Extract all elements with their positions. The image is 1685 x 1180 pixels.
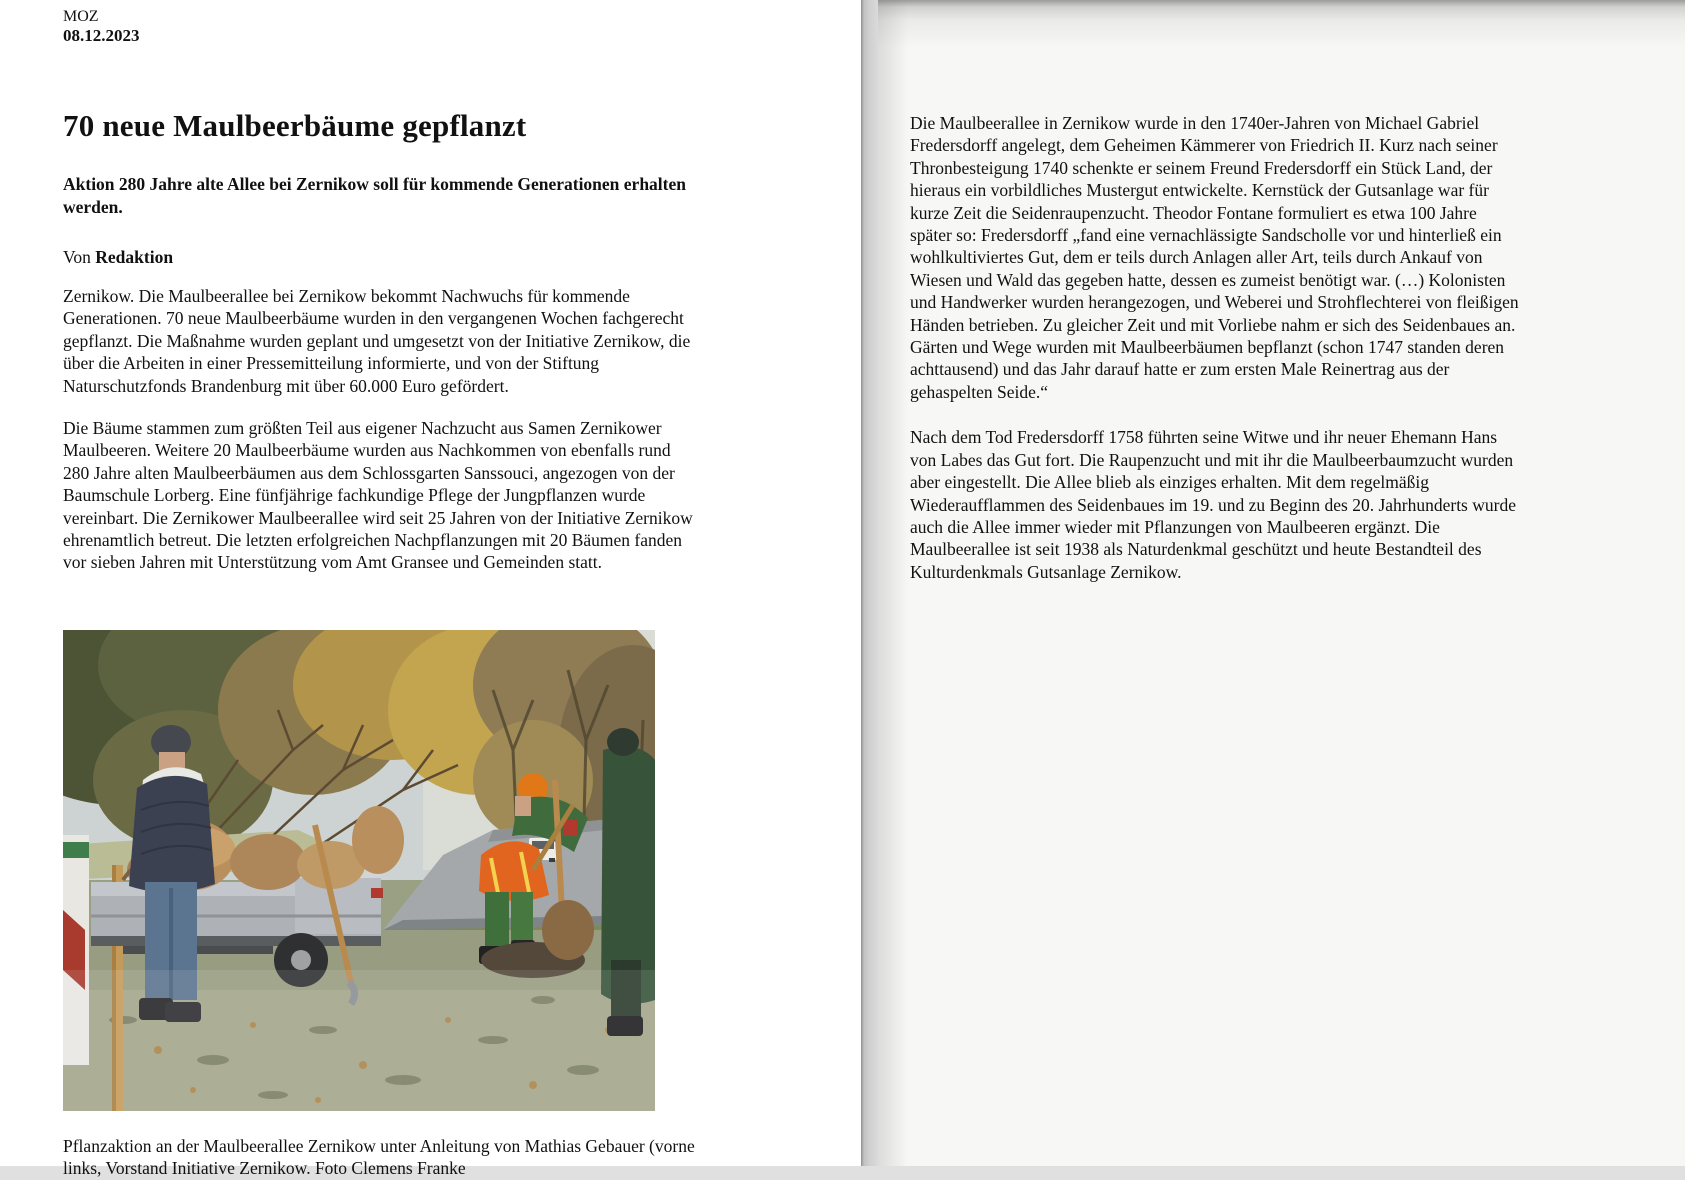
body-paragraph: Die Maulbeerallee in Zernikow wurde in den 1740er-Jahren von Michael Gabriel Fredersdorff angelegt, dem Geheimen Kämmerer von Friedrich II. Kurz nach seiner Thronbesteigung 1740 schenkte er seinem Freund Fredersdorff ein Stück Land, der hieraus ein vorbildliches Mustergut entwickelte. Kernstück der Gutsanlage war für kurze Zeit die Seidenraupenzucht. Theodor Fontane formuliert es etwa 100 Jahre später so: Fredersdorff „fand eine vernachlässigte Sandscholle vor und hinterließ ein wohlkultiviertes Gut, dem er teils durch Anlagen aller Art, teils durch Ankauf von Wiesen und Wald das gegeben hatte, dessen es zumeist benötigt war. (…) Kolonisten und Handwerker wurden herangezogen, und Weberei und Strohflechterei von fleißigen Händen betrieben. Zu gleicher Zeit und mit Vorliebe nahm er sich des Seidenbaues an. Gärten und Wege wurden mit Maulbeerbäumen bepflanzt (schon 1747 standen deren achttausend) und das Jahr darauf hatte er zum ersten Male Reinertrag aus der gehaspelten Seide.“ — [910, 113, 1519, 402]
byline — [63, 246, 695, 268]
photo-caption: Pflanzaktion an der Maulbeerallee Zernikow unter Anleitung von Mathias Gebauer (vorne links, Vorstand Initiative Zernikow. Foto Clemens Franke — [63, 1135, 695, 1179]
publication-date: 08.12.2023 — [63, 26, 140, 45]
body-paragraph: Zernikow. Die Maulbeerallee bei Zernikow bekommt Nachwuchs für kommende Generationen. 70 neue Maulbeerbäume wurden in den vergangenen Wochen fachgerecht gepflanzt. Die Maßnahme wurden geplant und umgesetzt von der Initiative Zernikow, die über die Arbeiten in einer Pressemitteilung informierte, und von der Stiftung Naturschutzfonds Brandenburg mit über 60.000 Euro gefördert. — [63, 286, 691, 396]
byline-prefix: Von — [63, 247, 91, 267]
publication-name: MOZ — [63, 8, 99, 25]
page-gutter — [861, 0, 878, 1166]
page-left-shadow — [878, 0, 908, 1166]
byline-author: Redaktion — [95, 247, 174, 267]
body-paragraph: Die Bäume stammen zum größten Teil aus eigener Nachzucht aus Samen Zernikower Maulbeeren. Weitere 20 Maulbeerbäume wurden aus Nachkommen von ebenfalls rund 280 Jahre alten Maulbeerbäumen aus dem Schlossgarten Sanssouci, angezogen von der Baumschule Lorberg. Eine fünfjährige fachkundige Pflege der Jungpflanzen wurde vereinbart. Die Zernikower Maulbeerallee wird seit 25 Jahren von der Initiative Zernikow ehrenamtlich betreut. Die letzten erfolgreichen Nachpflanzungen mit 20 Bäumen fanden vor sieben Jahren mit Unterstützung vom Amt Gransee und Gemeinden statt. — [63, 418, 693, 573]
article-page-right — [878, 0, 1685, 1166]
body-paragraph: Nach dem Tod Fredersdorff 1758 führten seine Witwe und ihr neuer Ehemann Hans von Labes das Gut fort. Die Raupenzucht und mit ihr die Maulbeerbaumzucht wurden aber eingestellt. Die Allee blieb als einziges erhalten. Mit dem regelmäßig Wiederaufflammen des Seidenbaues im 19. und zu Beginn des 20. Jahrhunderts wurde auch die Allee immer wieder mit Pflanzungen von Maulbeeren ergänzt. Die Maulbeerallee ist seit 1938 als Naturdenkmal geschützt und heute Bestandteil des Kulturdenkmals Gutsanlage Zernikow. — [910, 427, 1516, 582]
article-headline: 70 neue Maulbeerbäume gepflanzt — [63, 108, 527, 143]
article-photo-illustration — [63, 630, 655, 1111]
page-top-shadow — [878, 0, 1685, 48]
article-photo — [63, 630, 655, 1111]
article-subheadline: Aktion 280 Jahre alte Allee bei Zernikow soll für kommende Generationen erhalten werden. — [63, 174, 687, 217]
